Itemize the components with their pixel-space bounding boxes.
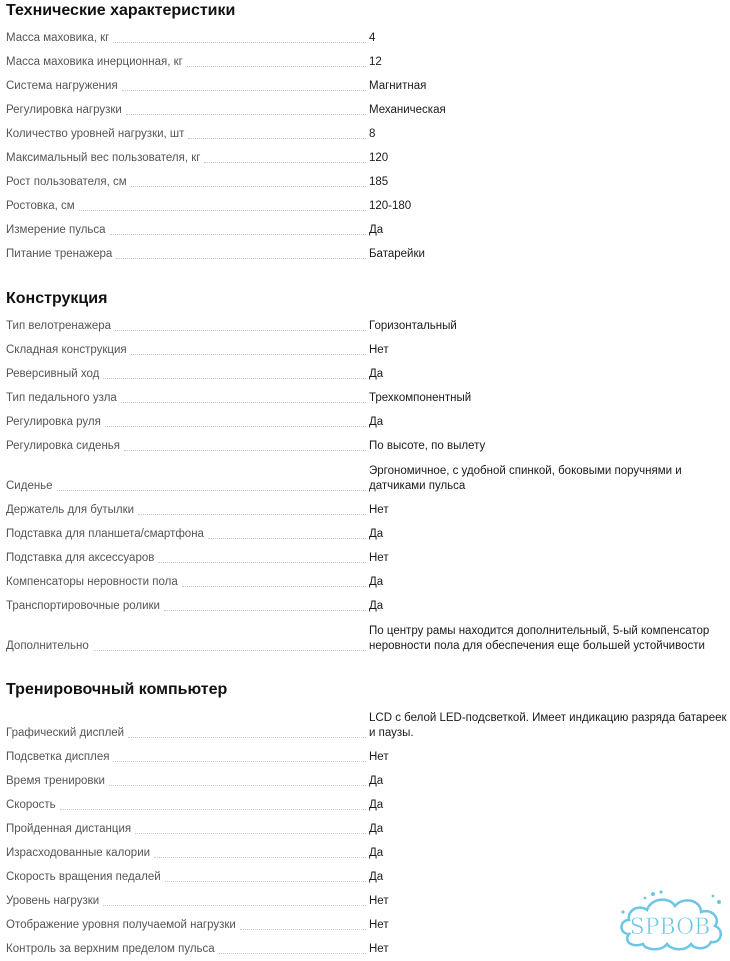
- dotted-leader: [165, 880, 366, 882]
- section-title: Конструкция: [6, 290, 108, 307]
- spec-label-text: Регулировка нагрузки: [6, 103, 126, 118]
- spec-value: Да: [369, 576, 384, 588]
- spec-value: Да: [369, 600, 384, 612]
- spec-label: [6, 103, 366, 118]
- spec-value: Эргономичное, с удобной спинкой, боковыми поручнями и датчиками пульса: [369, 465, 682, 492]
- spec-label: [6, 79, 366, 94]
- spec-value: Да: [369, 775, 384, 787]
- spec-label-text: Контроль за верхним пределом пульса: [6, 942, 219, 957]
- spec-label: [6, 415, 366, 430]
- spec-label: [6, 639, 366, 654]
- section-title: Тренировочный компьютер: [6, 681, 228, 698]
- spec-label: [6, 247, 366, 262]
- dotted-leader: [122, 89, 366, 91]
- spec-row: [0, 433, 730, 457]
- spec-row: [0, 816, 730, 840]
- spec-label-text: Держатель для бутылки: [6, 503, 138, 518]
- spec-label-text: Максимальный вес пользователя, кг: [6, 151, 204, 166]
- spec-value: Нет: [369, 943, 389, 955]
- spec-value: Магнитная: [369, 80, 427, 92]
- dotted-leader: [57, 489, 366, 491]
- dotted-leader: [93, 649, 366, 651]
- spec-label-text: Компенсаторы неровности пола: [6, 575, 182, 590]
- spec-label-text: Подставка для аксессуаров: [6, 551, 158, 566]
- spec-label-text: Рост пользователя, см: [6, 175, 131, 190]
- spec-value: Да: [369, 847, 384, 859]
- spec-row: [0, 617, 730, 657]
- spec-label: [6, 175, 366, 190]
- dotted-leader: [219, 952, 366, 954]
- spec-label: [6, 367, 366, 382]
- dotted-leader: [60, 808, 366, 810]
- spec-label-text: Реверсивный ход: [6, 367, 103, 382]
- spec-label-text: Сиденье: [6, 479, 57, 494]
- spec-label: [6, 391, 366, 406]
- spec-label-text: Питание тренажера: [6, 247, 116, 262]
- spec-value: Нет: [369, 895, 389, 907]
- spec-label-text: Время тренировки: [6, 774, 109, 789]
- spec-label: [6, 798, 366, 813]
- spec-label-text: Транспортировочные ролики: [6, 599, 164, 614]
- spec-value: Горизонтальный: [369, 320, 457, 332]
- dotted-leader: [154, 856, 366, 858]
- spec-label-text: Подсветка дисплея: [6, 750, 113, 765]
- spec-value: Да: [369, 799, 384, 811]
- spec-value: Нет: [369, 344, 389, 356]
- spec-label: [6, 223, 366, 238]
- spec-label: [6, 822, 366, 837]
- spec-label: [6, 846, 366, 861]
- spec-value: 4: [369, 32, 376, 44]
- spec-value: Батарейки: [369, 248, 425, 260]
- spec-value: Нет: [369, 504, 389, 516]
- dotted-leader: [204, 161, 366, 163]
- dotted-leader: [110, 233, 366, 235]
- spec-value: Трехкомпонентный: [369, 392, 472, 404]
- spec-label-text: Измерение пульса: [6, 223, 110, 238]
- spec-label: [6, 894, 366, 909]
- dotted-leader: [103, 904, 366, 906]
- dotted-leader: [113, 760, 366, 762]
- dotted-leader: [131, 353, 366, 355]
- spec-value: LCD с белой LED-подсветкой. Имеет индикацию разряда батареек и паузы.: [369, 712, 727, 739]
- spec-label: [6, 151, 366, 166]
- spec-row: [0, 193, 730, 217]
- spec-row: [0, 337, 730, 361]
- dotted-leader: [182, 585, 366, 587]
- spec-label: [6, 774, 366, 789]
- spec-row: [0, 97, 730, 121]
- spec-row: [0, 704, 730, 744]
- spec-row: [0, 744, 730, 768]
- spec-value: По центру рамы находится дополнительный, 5-ый компенсатор неровности пола для обеспечения еще большей устойчивости: [369, 625, 710, 652]
- spec-label-text: Регулировка руля: [6, 415, 105, 430]
- section-technical-specs: [0, 1, 730, 265]
- spec-label: [6, 31, 366, 46]
- spec-row: [0, 457, 730, 497]
- spec-value: По высоте, по вылету: [369, 440, 486, 452]
- spec-row: [0, 569, 730, 593]
- spec-row: [0, 25, 730, 49]
- spec-label-text: Складная конструкция: [6, 343, 131, 358]
- spec-row: [0, 545, 730, 569]
- spec-row: [0, 49, 730, 73]
- spec-row: [0, 409, 730, 433]
- spec-label-text: Скорость: [6, 798, 60, 813]
- spec-label-text: Подставка для планшета/смартфона: [6, 527, 208, 542]
- dotted-leader: [208, 537, 366, 539]
- dotted-leader: [121, 401, 366, 403]
- spec-value: 12: [369, 56, 382, 68]
- spec-value: Нет: [369, 552, 389, 564]
- dotted-leader: [116, 257, 366, 259]
- spec-label: [6, 575, 366, 590]
- spec-value: Да: [369, 368, 384, 380]
- spec-value: Механическая: [369, 104, 446, 116]
- spec-label-text: Тип педального узла: [6, 391, 121, 406]
- spec-label-text: Система нагружения: [6, 79, 122, 94]
- spbob-watermark-logo: [615, 888, 727, 956]
- spec-label: [6, 870, 366, 885]
- spec-row: [0, 217, 730, 241]
- spec-label-text: Масса маховика инерционная, кг: [6, 55, 187, 70]
- dotted-leader: [187, 65, 366, 67]
- spec-label-text: Тип велотренажера: [6, 319, 115, 334]
- spec-row: [0, 521, 730, 545]
- spec-label: [6, 942, 366, 957]
- dotted-leader: [113, 41, 366, 43]
- spec-label: [6, 439, 366, 454]
- spec-row: [0, 864, 730, 888]
- spec-label: [6, 319, 366, 334]
- spec-label: [6, 343, 366, 358]
- spec-row: [0, 169, 730, 193]
- spec-label-text: Регулировка сиденья: [6, 439, 124, 454]
- dotted-leader: [131, 185, 366, 187]
- spec-label: [6, 918, 366, 933]
- spec-value: Да: [369, 871, 384, 883]
- dotted-leader: [103, 377, 366, 379]
- dotted-leader: [124, 449, 366, 451]
- spec-label: [6, 479, 366, 494]
- spec-label: [6, 527, 366, 542]
- spec-row: [0, 497, 730, 521]
- spec-value: Да: [369, 823, 384, 835]
- dotted-leader: [135, 832, 366, 834]
- spec-label-text: Скорость вращения педалей: [6, 870, 165, 885]
- spec-label-text: Израсходованные калории: [6, 846, 154, 861]
- spec-row: [0, 768, 730, 792]
- spec-row: [0, 840, 730, 864]
- dotted-leader: [188, 137, 366, 139]
- spec-label: [6, 503, 366, 518]
- spec-row: [0, 145, 730, 169]
- spec-label: [6, 551, 366, 566]
- spec-label: [6, 599, 366, 614]
- spec-label: [6, 55, 366, 70]
- spec-label-text: Масса маховика, кг: [6, 31, 113, 46]
- spec-value: Да: [369, 528, 384, 540]
- dotted-leader: [164, 609, 366, 611]
- dotted-leader: [79, 209, 366, 211]
- spec-label-text: Ростовка, см: [6, 199, 79, 214]
- section-title: Технические характеристики: [6, 2, 236, 19]
- spec-value: Нет: [369, 919, 389, 931]
- watermark-text: SPBOB: [629, 915, 711, 940]
- dotted-leader: [128, 736, 366, 738]
- spec-row: [0, 385, 730, 409]
- spec-label-text: Уровень нагрузки: [6, 894, 103, 909]
- spec-value: 120: [369, 152, 389, 164]
- spec-row: [0, 361, 730, 385]
- spec-value: Да: [369, 416, 384, 428]
- dotted-leader: [158, 561, 366, 563]
- dotted-leader: [138, 513, 366, 515]
- spec-label: [6, 199, 366, 214]
- dotted-leader: [240, 928, 366, 930]
- dotted-leader: [105, 425, 366, 427]
- spec-value: 185: [369, 176, 389, 188]
- spec-label-text: Пройденная дистанция: [6, 822, 135, 837]
- spec-row: [0, 73, 730, 97]
- spec-value: Да: [369, 224, 384, 236]
- spec-row: [0, 241, 730, 265]
- spec-label: [6, 726, 366, 741]
- spec-row: [0, 792, 730, 816]
- spec-label-text: Количество уровней нагрузки, шт: [6, 127, 188, 142]
- spec-label-text: Отображение уровня получаемой нагрузки: [6, 918, 240, 933]
- spec-label-text: Графический дисплей: [6, 726, 128, 741]
- spec-value: Нет: [369, 751, 389, 763]
- spec-row: [0, 313, 730, 337]
- spec-label: [6, 750, 366, 765]
- spec-label: [6, 127, 366, 142]
- dotted-leader: [109, 784, 366, 786]
- dotted-leader: [115, 329, 366, 331]
- section-construction: [0, 289, 730, 657]
- spec-row: [0, 593, 730, 617]
- spec-label-text: Дополнительно: [6, 639, 93, 654]
- spec-row: [0, 121, 730, 145]
- dotted-leader: [126, 113, 366, 115]
- spec-value: 8: [369, 128, 376, 140]
- spec-value: 120-180: [369, 200, 412, 212]
